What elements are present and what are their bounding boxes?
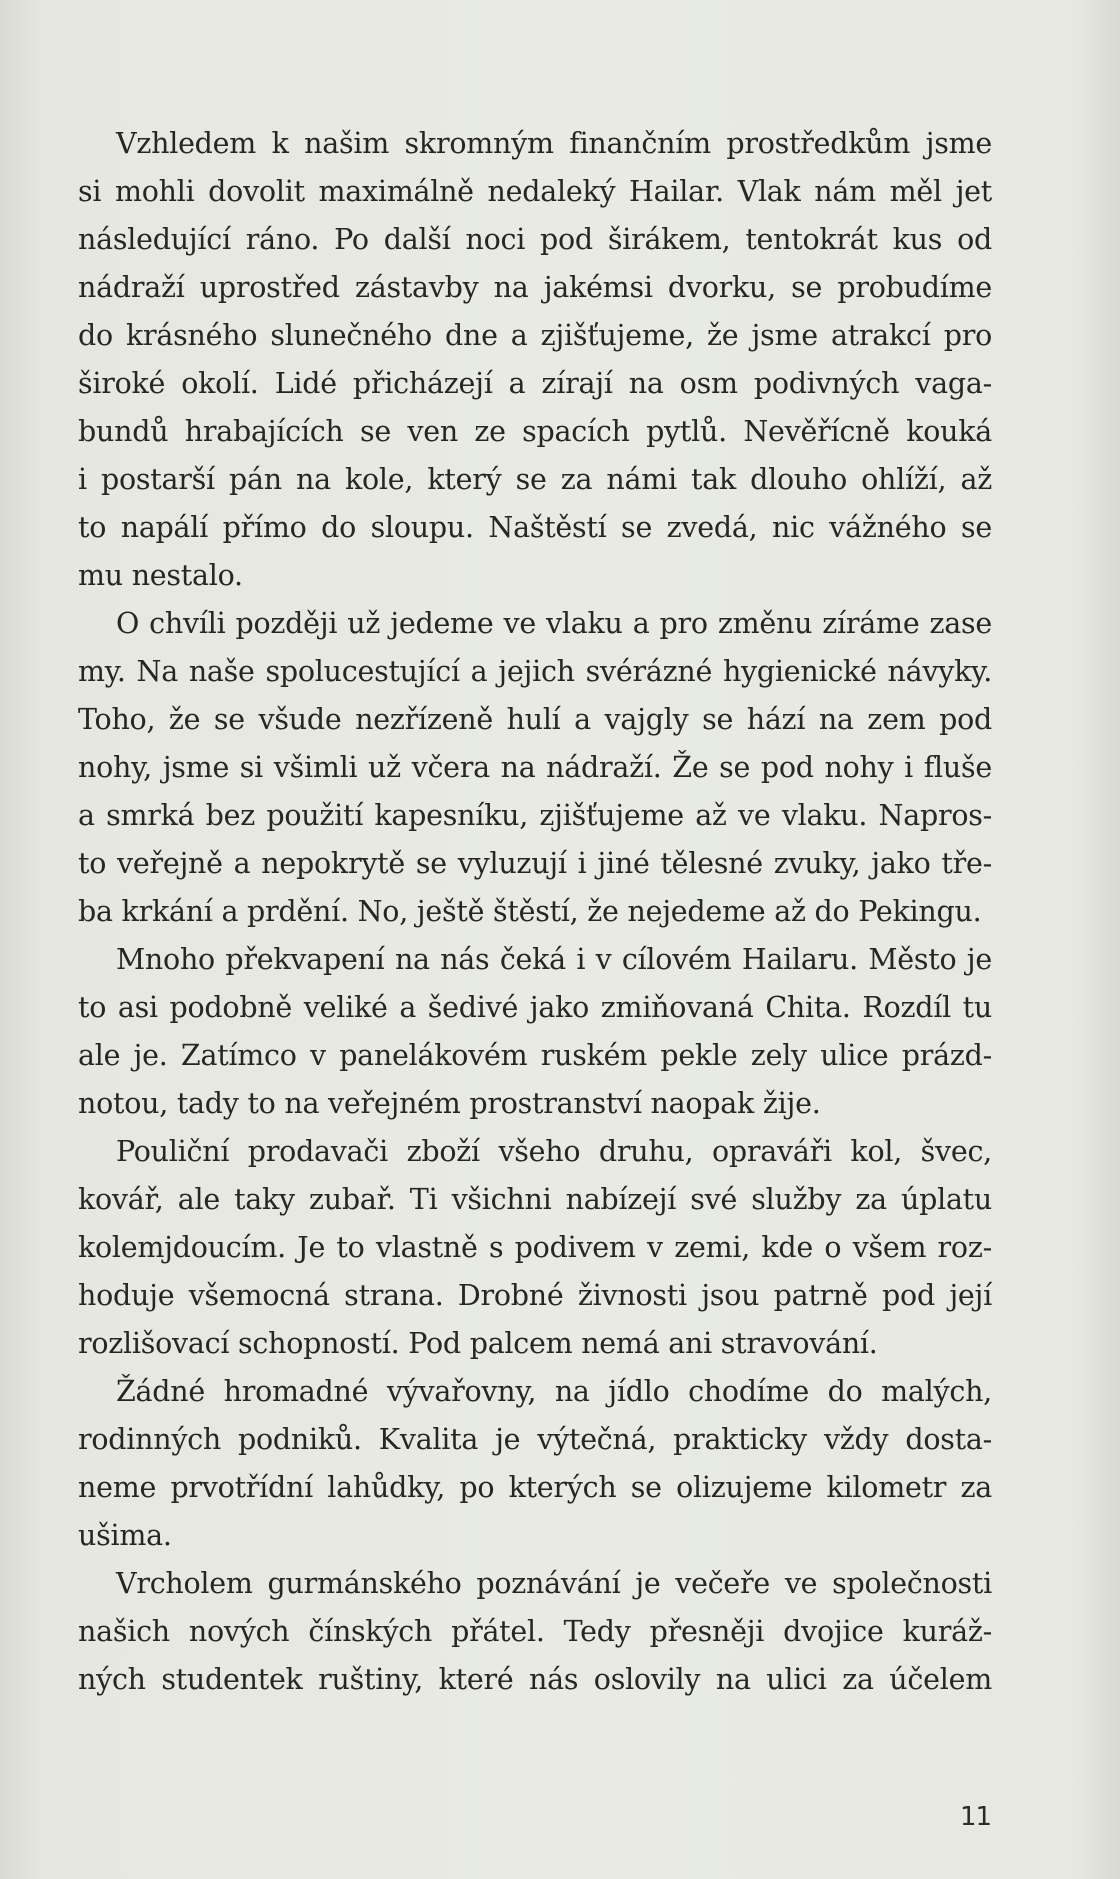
text-line: našich nových čínských přátel. Tedy přesněji dvojice kuráž-	[78, 1615, 992, 1648]
text-line: Žádné hromadné vývařovny, na jídlo chodíme do malých,	[116, 1375, 992, 1408]
text-line: hoduje všemocná strana. Drobné živnosti jsou patrně pod její	[78, 1279, 992, 1312]
text-line: to veřejně a nepokrytě se vyluzují i jiné tělesné zvuky, jako tře-	[78, 847, 992, 880]
text-line: si mohli dovolit maximálně nedaleký Hailar. Vlak nám měl jet	[78, 175, 992, 208]
text-line: široké okolí. Lidé přicházejí a zírají na osm podivných vaga-	[78, 367, 992, 400]
text-line: Vrcholem gurmánského poznávání je večeře ve společnosti	[116, 1567, 992, 1600]
paragraph-4	[78, 1128, 992, 1368]
text-line: notou, tady to na veřejném prostranství naopak žije.	[78, 1087, 821, 1120]
text-line: my. Na naše spolucestující a jejich svérázné hygienické návyky.	[78, 655, 992, 688]
paragraph-1	[78, 120, 992, 600]
text-line: to asi podobně veliké a šedivé jako zmiňovaná Chita. Rozdíl tu	[78, 991, 992, 1024]
text-line: bundů hrabajících se ven ze spacích pytlů. Nevěřícně kouká	[78, 415, 992, 448]
text-line: neme prvotřídní lahůdky, po kterých se olizujeme kilometr za	[78, 1471, 992, 1504]
text-line: Toho, že se všude nezřízeně hulí a vajgly se hází na zem pod	[78, 703, 992, 736]
text-line: ba krkání a prdění. No, ještě štěstí, že nejedeme až do Pekingu.	[78, 895, 982, 928]
page-number: 11	[960, 1802, 992, 1832]
paragraph-3	[78, 936, 992, 1128]
paragraph-6	[78, 1560, 992, 1704]
text-line: mu nestalo.	[78, 559, 243, 592]
text-line: Mnoho překvapení na nás čeká i v cílovém Hailaru. Město je	[116, 943, 992, 976]
text-line: O chvíli později už jedeme ve vlaku a pro změnu zíráme zase	[116, 607, 992, 640]
text-line: rodinných podniků. Kvalita je výtečná, prakticky vždy dosta-	[78, 1423, 992, 1456]
page-text	[78, 120, 992, 1704]
text-line: a smrká bez použití kapesníku, zjišťujeme až ve vlaku. Napros-	[78, 799, 992, 832]
text-line: ale je. Zatímco v panelákovém ruském pekle zely ulice prázd-	[78, 1039, 992, 1072]
text-line: ušima.	[78, 1519, 172, 1552]
text-line: rozlišovací schopností. Pod palcem nemá ani stravování.	[78, 1327, 878, 1360]
text-line: to napálí přímo do sloupu. Naštěstí se zvedá, nic vážného se	[78, 511, 992, 544]
text-line: Vzhledem k našim skromným finančním prostředkům jsme	[116, 127, 992, 160]
text-line: nádraží uprostřed zástavby na jakémsi dvorku, se probudíme	[78, 271, 992, 304]
text-line: nohy, jsme si všimli už včera na nádraží. Že se pod nohy i fluše	[78, 751, 992, 784]
paragraph-5	[78, 1368, 992, 1560]
text-line: kolemjdoucím. Je to vlastně s podivem v zemi, kde o všem roz-	[78, 1231, 992, 1264]
text-line: kovář, ale taky zubař. Ti všichni nabízejí své služby za úplatu	[78, 1183, 992, 1216]
paragraph-2	[78, 600, 992, 936]
text-line: Pouliční prodavači zboží všeho druhu, opraváři kol, švec,	[116, 1135, 992, 1168]
text-line: do krásného slunečného dne a zjišťujeme, že jsme atrakcí pro	[78, 319, 992, 352]
text-line: ných studentek ruštiny, které nás oslovily na ulici za účelem	[78, 1663, 992, 1696]
text-line: následující ráno. Po další noci pod širákem, tentokrát kus od	[78, 223, 992, 256]
text-line: i postarší pán na kole, který se za námi tak dlouho ohlíží, až	[78, 463, 992, 496]
